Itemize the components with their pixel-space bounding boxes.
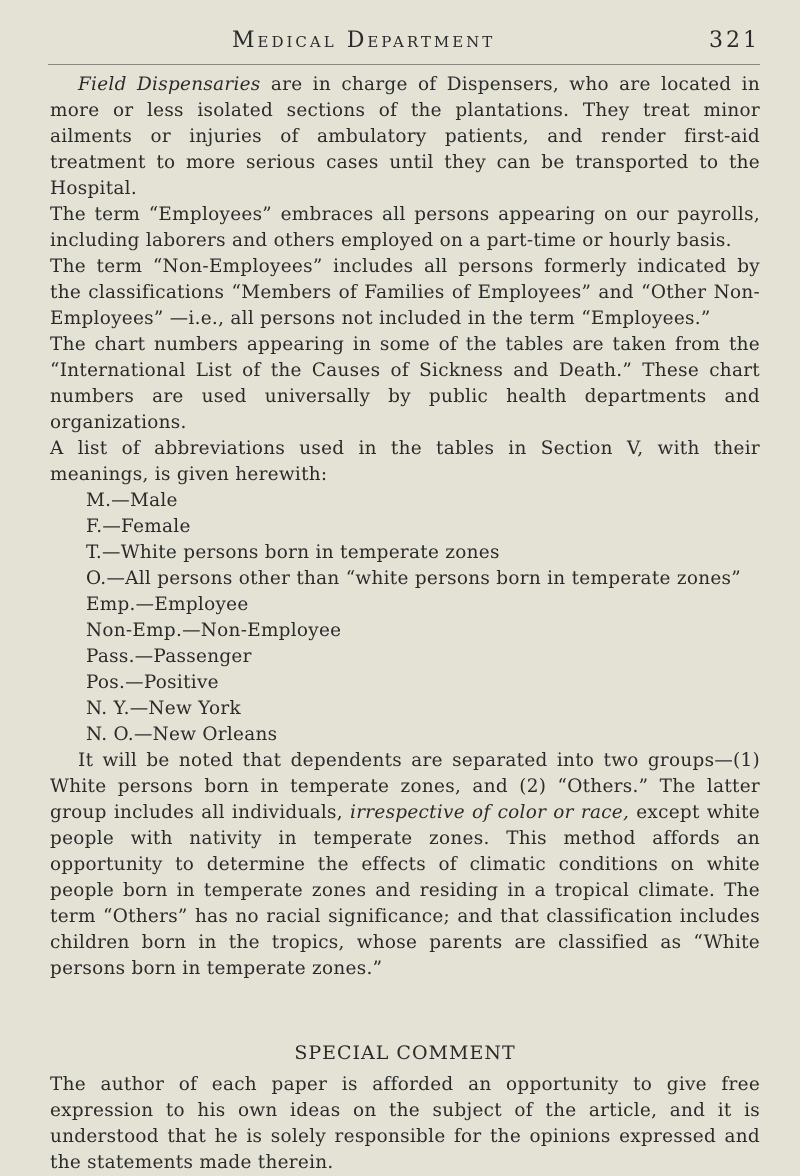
paragraph-field-dispensaries xyxy=(50,72,760,202)
list-item: M.—Male xyxy=(86,490,178,511)
body-text xyxy=(50,72,760,1176)
running-header xyxy=(0,26,760,66)
list-item: O.—All persons other than “white persons born in temperate zones” xyxy=(86,568,741,589)
term-field-dispensaries: Field Dispensaries xyxy=(78,74,261,95)
paragraph-text: It will be noted that dependents are separated into two groups—(1) White persons born in temperate zones, and (2) “Others.” The latter group includes all individuals, xyxy=(50,750,760,823)
list-item: Emp.—Employee xyxy=(86,594,249,615)
header-rule xyxy=(48,64,760,65)
paragraph-text: are in charge of Dispensers, who are located in more or less isolated sections of the plantations. They treat minor ailments or injuries of ambulatory patients, and render first-aid treatment to more serious cases until they can be transported to the Hospital. xyxy=(50,74,760,199)
running-title: Medical Department xyxy=(232,28,496,53)
list-item: F.—Female xyxy=(86,516,191,537)
paragraph-non-employees: The term “Non-Employees” includes all persons formerly indicated by the classifications “Members of Families of Employees” and “Other Non-Employees” —i.e., all persons not included in the term “Employees.” xyxy=(50,256,760,329)
section-heading: SPECIAL COMMENT xyxy=(294,1042,516,1064)
paragraph-abbreviations-intro: A list of abbreviations used in the tables in Section V, with their meanings, is given herewith: xyxy=(50,438,760,485)
emphasis-text: irrespective of color or race, xyxy=(350,802,630,823)
paragraph-chart-numbers: The chart numbers appearing in some of the tables are taken from the “International List of the Causes of Sickness and Death.” These chart numbers are used universally by public health departments and organizations. xyxy=(50,334,760,433)
paragraph-dependents xyxy=(50,748,760,982)
list-item: T.—White persons born in temperate zones xyxy=(86,542,500,563)
list-item: N. O.—New Orleans xyxy=(86,724,278,745)
paragraph-special-comment: The author of each paper is afforded an opportunity to give free expression to his own ideas on the subject of the article, and it is understood that he is solely responsible for the opinions expressed and the statements made therein. xyxy=(50,1074,760,1173)
list-item: Pass.—Passenger xyxy=(86,646,252,667)
abbreviation-list xyxy=(50,488,760,748)
list-item: N. Y.—New York xyxy=(86,698,241,719)
list-item: Non-Emp.—Non-Employee xyxy=(86,620,342,641)
list-item: Pos.—Positive xyxy=(86,672,219,693)
paragraph-text: except white people with nativity in temperate zones. This method affords an opportunity to determine the effects of climatic conditions on white people born in temperate zones and residing in a tropical climate. The term “Others” has no racial significance; and that classification includes children born in the tropics, whose parents are classified as “White persons born in temperate zones.” xyxy=(50,802,760,979)
page-number: 321 xyxy=(709,28,760,53)
paragraph-employees: The term “Employees” embraces all persons appearing on our payrolls, including laborers and others employed on a part-time or hourly basis. xyxy=(50,204,760,251)
